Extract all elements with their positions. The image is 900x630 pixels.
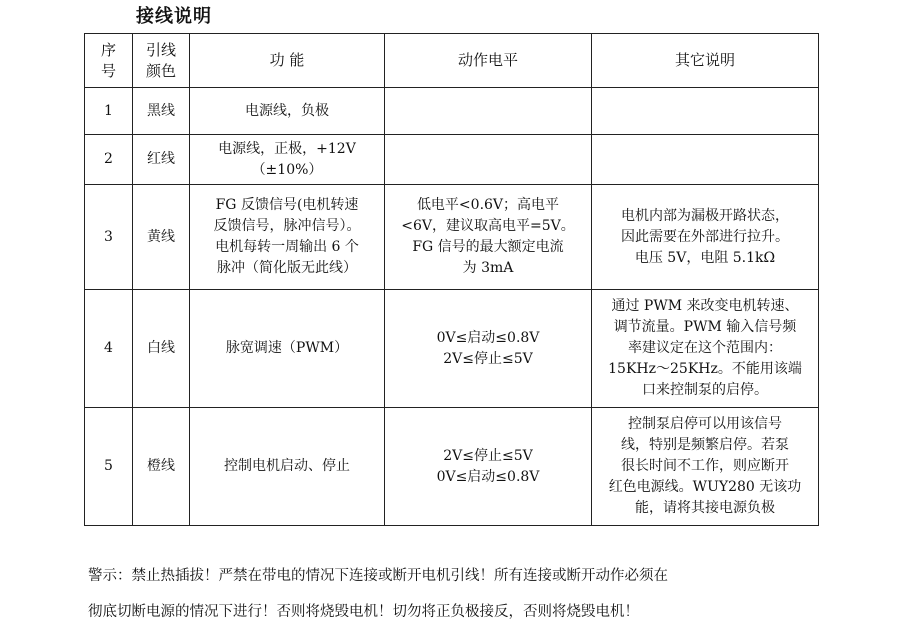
- row-color: 白线: [133, 290, 190, 408]
- header-function: 功 能: [190, 34, 385, 88]
- row-function: FG 反馈信号(电机转速 反馈信号，脉冲信号）。 电机每转一周输出 6 个 脉冲（简化版无此线）: [190, 185, 385, 290]
- header-row: [85, 34, 819, 88]
- row-index: 2: [85, 135, 133, 185]
- warning-text: [88, 558, 848, 630]
- table-row: [85, 135, 819, 185]
- row-index: 4: [85, 290, 133, 408]
- row-notes: 控制泵启停可以用该信号 线，特别是频繁启停。若泵 很长时间不工作，则应断开 红色电源线。WUY280 无该功 能，请将其接电源负极: [592, 408, 819, 526]
- row-color: 黑线: [133, 88, 190, 135]
- row-function: 电源线，正极，+12V （±10%）: [190, 135, 385, 185]
- row-index: 1: [85, 88, 133, 135]
- page-title: 接线说明: [136, 6, 212, 27]
- header-notes: 其它说明: [592, 34, 819, 88]
- header-index: 序 号: [85, 34, 133, 88]
- row-notes: [592, 135, 819, 185]
- row-level: 低电平<0.6V；高电平 <6V，建议取高电平=5V。 FG 信号的最大额定电流 为 3mA: [385, 185, 592, 290]
- row-function: 控制电机启动、停止: [190, 408, 385, 526]
- header-level: 动作电平: [385, 34, 592, 88]
- row-index: 3: [85, 185, 133, 290]
- row-index: 5: [85, 408, 133, 526]
- row-function: 脉宽调速（PWM）: [190, 290, 385, 408]
- row-notes: [592, 88, 819, 135]
- warning-line: 彻底切断电源的情况下进行！否则将烧毁电机！切勿将正负极接反，否则将烧毁电机！: [88, 604, 639, 620]
- row-color: 黄线: [133, 185, 190, 290]
- row-notes: 通过 PWM 来改变电机转速、 调节流量。PWM 输入信号频 率建议定在这个范围内： 15KHz～25KHz。不能用该端 口来控制泵的启停。: [592, 290, 819, 408]
- row-level: 2V≤停止≤5V 0V≤启动≤0.8V: [385, 408, 592, 526]
- row-level: 0V≤启动≤0.8V 2V≤停止≤5V: [385, 290, 592, 408]
- table-row: [85, 185, 819, 290]
- header-color: 引线 颜色: [133, 34, 190, 88]
- wiring-table: [84, 33, 819, 526]
- row-level: [385, 135, 592, 185]
- table-row: [85, 408, 819, 526]
- warning-line: 警示：禁止热插拔！严禁在带电的情况下连接或断开电机引线！所有连接或断开动作必须在: [88, 568, 668, 584]
- row-notes: 电机内部为漏极开路状态， 因此需要在外部进行拉升。 电压 5V，电阻 5.1kΩ: [592, 185, 819, 290]
- table-row: [85, 290, 819, 408]
- table-row: [85, 88, 819, 135]
- row-color: 红线: [133, 135, 190, 185]
- row-function: 电源线，负极: [190, 88, 385, 135]
- row-color: 橙线: [133, 408, 190, 526]
- row-level: [385, 88, 592, 135]
